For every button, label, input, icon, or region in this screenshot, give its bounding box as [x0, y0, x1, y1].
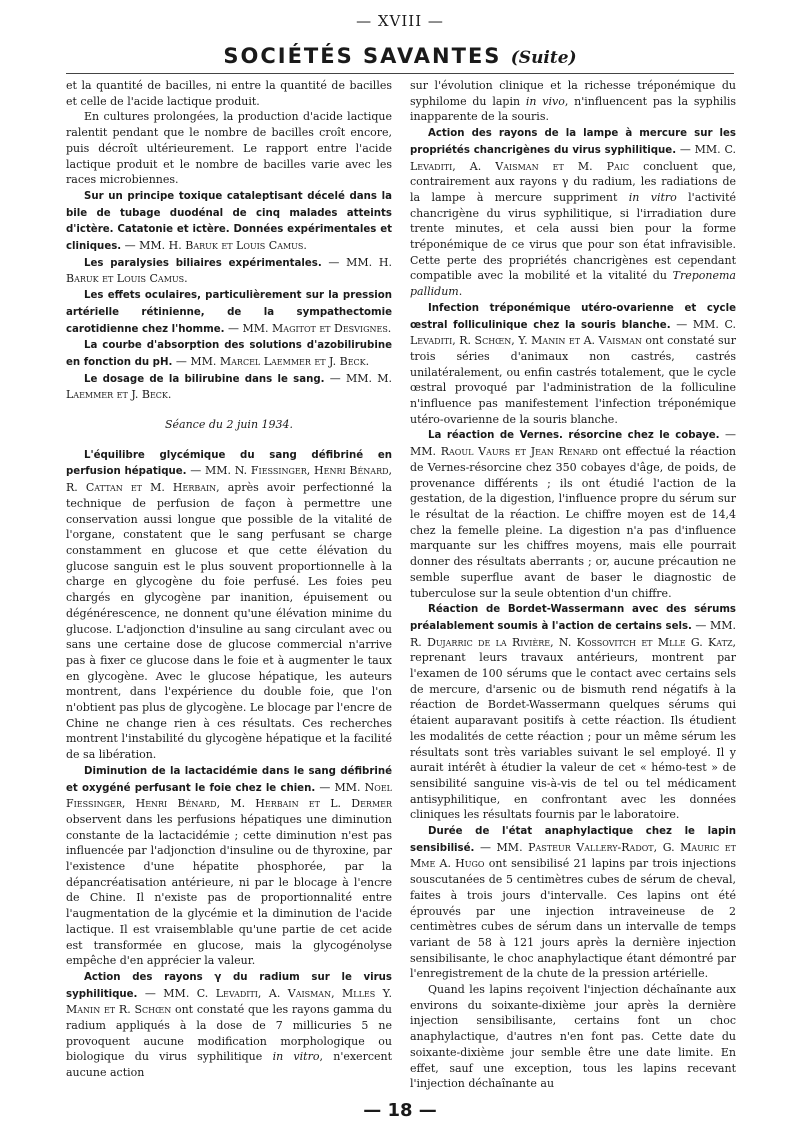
abstract-authors: — MM. C. Levaditi, A. Vaisman, Mlles Y. Manin et R. Schœn — [66, 986, 392, 1017]
paragraph-italic: in vivo — [525, 94, 565, 108]
left-column — [66, 78, 392, 1081]
abstract-title: Les effets oculaires, particulièrement sur la pression artérielle rétinienne, de la sympathectomie carotidienne chez l'homme. — [66, 290, 392, 335]
abstract-title: Action des rayons γ du radium sur le virus syphilitique. — [66, 971, 392, 1000]
header-suffix: (Suite) — [510, 48, 577, 68]
abstract-text: concluent que, contrairement aux rayons γ du radium, les radiations de la lampe à mercure suppriment — [410, 159, 736, 204]
abstract-entry — [410, 300, 736, 428]
abstract-authors: — MM. R. Dujarric de la Rivière, N. Kossovitch et Mlle G. Katz, — [410, 618, 736, 649]
paragraph-text: , n'influencent pas la syphilis inapparente de la souris. — [410, 94, 737, 124]
abstract-text: . — [458, 285, 463, 299]
abstract-title: Réaction de Bordet-Wassermann avec des sérums préalablement soumis à l'action de certains sels. — [410, 604, 736, 632]
abstract-entry — [410, 125, 736, 300]
paragraph-text: sur l'évolution clinique et la richesse tréponémique du syphilome du lapin — [410, 79, 736, 108]
abstract-title: L'équilibre glycémique du sang défibriné en perfusion hépatique. — [66, 449, 392, 478]
abstract-title: Le dosage de la bilirubine dans le sang. — [84, 373, 325, 385]
abstract-entry — [66, 371, 392, 403]
abstract-entry — [66, 969, 392, 1081]
abstract-title: Durée de l'état anaphylactique chez le lapin sensibilisé. — [410, 826, 736, 854]
header-rule — [66, 73, 734, 74]
abstract-authors: — MM. H. Baruk et Louis Camus. — [124, 239, 307, 253]
abstract-entry — [66, 255, 392, 287]
paragraph — [410, 78, 736, 125]
abstract-title: Sur un principe toxique cataleptisant décelé dans la bile de tubage duodénal de cinq malades atteints d'ictère. Catatonie et ictère. Données expérimentales et cliniques. — [66, 190, 392, 253]
abstract-text: ont sensibilisé 21 lapins par trois injections souscutanées de 5 centimètres cubes de sérum de cheval, faites à trois jours d'intervalle. Ces lapins ont été éprouvés par une injection intraveineuse de 2 centimètres cubes de sérum dans un intervalle de temps variant de 58 à 121 jours après la dernière injection sensibilisante, le choc anaphylactique étant démontré par l'enregistrement de la chute de la pression artérielle. — [410, 857, 737, 981]
session-date: Séance du 2 juin 1934. — [164, 418, 294, 432]
abstract-authors: — MM. N. Fiessinger, Henri Bénard, R. Cattan et M. Herbain, — [66, 464, 392, 495]
abstract-italic: in vitro — [272, 1050, 320, 1064]
abstract-italic: Treponema pallidum — [410, 269, 736, 299]
abstract-authors: — MM. Magitot et Desvignes. — [224, 321, 392, 335]
roman-page-number: — XVIII — — [356, 12, 444, 30]
abstract-title: La courbe d'absorption des solutions d'azobilirubine en fonction du pH. — [66, 340, 392, 368]
abstract-authors: — MM. Raoul Vaurs et Jean Renard — [410, 428, 736, 459]
abstract-authors: — MM. M. Laemmer et J. Beck. — [66, 371, 392, 402]
abstract-title: Action des rayons de la lampe à mercure sur les propriétés chancrigènes du virus syphilitique. — [410, 128, 736, 156]
abstract-authors: — MM. C. Levaditi, A. Vaisman et M. Paic — [410, 142, 736, 173]
paragraph: Quand les lapins reçoivent l'injection déchaînante aux environs du soixante-dixième jour après la dernière injection sensibilisante, certains font un choc anaphylactique, d'autres n'en font pas. Cette date du soixante-dixième jour semble être une date limite. En effet, sauf une exception, tous les lapins recevant l'injection déchaînante au — [410, 983, 736, 1091]
abstract-text: l'activité chancrigène du virus syphilitique, si l'irradiation dure trente minutes, et cela aussi bien pour la forme tréponémique de ce virus que pour son état infravisible. Cette perte des propriétés chancrigènes est cependant compatible avec la mobilité et la vitalité du — [410, 190, 737, 283]
page-number: — 18 — — [363, 1100, 437, 1121]
abstract-entry — [66, 287, 392, 337]
abstract-authors: — MM. C. Levaditi, R. Schœn, Y. Manin et A. Vaisman — [410, 317, 736, 348]
abstract-text: reprenant leurs travaux antérieurs, montrent par l'examen de 100 sérums que le contact avec certains sels de mercure, d'arsenic ou de bismuth rend négatifs à la réaction de Bordet-Wassermann quelques sérums qui étaient auparavant positifs à cette réaction. Ils étudient les modalités de cette réaction ; pour un même sérum les résultats sont très variables suivant le sel employé. Il y aurait intérêt à étudier la valeur de cet « hémo-test » de sensibilité sanguine vis-à-vis de tel ou tel médicament antisyphilitique, en confrontant avec les données cliniques les résultats fournis par le laboratoire. — [410, 651, 736, 822]
abstract-text: ont constaté que les rayons gamma du radium appliqués à la dose de 7 millicuries 5 ne provoquent aucune modification morphologique ou biologique du virus syphilitique — [66, 1003, 392, 1064]
abstract-authors: — MM. Marcel Laemmer et J. Beck. — [172, 354, 370, 368]
abstract-text: ont effectué la réaction de Vernes-résorcine chez 350 cobayes d'âge, de poids, de provenance différents ; ils ont étudié l'action de la gestation, de la digestion, l'influence propre du sérum sur le résultat de la réaction. Le chiffre moyen est de 14,4 chez la femelle pleine. La digestion n'a pas d'influence marquante sur les chiffres moyens, mais elle pourrait donner des résultats aberrants ; or, aucune précaution ne semble superflue avant de baser le diagnostic de tuberculose sur la seule obtention d'un chiffre. — [410, 445, 736, 600]
abstract-title: La réaction de Vernes. résorcine chez le cobaye. — [428, 430, 720, 442]
right-column — [410, 78, 736, 1092]
running-header — [0, 44, 800, 68]
abstract-authors: — MM. Noel Fiessinger, Henri Bénard, M. Herbain et L. Dermer — [66, 780, 392, 811]
header-title: SOCIÉTÉS SAVANTES — [223, 44, 502, 68]
abstract-entry — [66, 447, 392, 763]
abstract-authors: — MM. Pasteur Vallery-Radot, G. Mauric et Mme A. Hugo — [410, 840, 736, 871]
abstract-authors: — MM. H. Baruk et Louis Camus. — [66, 255, 392, 286]
abstract-text: , n'exercent aucune action — [66, 1050, 392, 1080]
abstract-entry — [66, 188, 392, 255]
abstract-entry — [66, 763, 392, 969]
abstract-title: Les paralysies biliaires expérimentales. — [84, 257, 322, 269]
abstract-italic: in vitro — [628, 190, 677, 204]
paragraph: et la quantité de bacilles, ni entre la quantité de bacilles et celle de l'acide lactique produit. — [66, 79, 392, 108]
abstract-text: après avoir perfectionné la technique de perfusion de façon à permettre une conservation aussi longue que possible de la vitalité de l'organe, constatent que le sang perfusant se charge constamment en glucose et que cette élévation du glucose sanguin est le plus souvent proportionnelle à la charge en glycogène du foie perfusé. Les foies peu chargés en glycogène par inanition, épuisement ou dégénérescence, ne donnent qu'une élévation minime du glucose. L'adjonction d'insuline au sang circulant avec ou sans une certaine dose de glucose commercial n'arrive pas à fixer ce glucose dans le foie et à augmenter le taux en glycogène. Avec le glucose hépatique, les auteurs montrent, dans l'expérience du double foie, que l'on n'obtient pas plus de glycogène. Le blocage par l'encre de Chine ne change rien à ces résultats. Ces recherches montrent l'instabilité du glycogène hépatique et la facilité de sa libération. — [66, 481, 392, 762]
abstract-entry — [410, 601, 736, 823]
abstract-entry — [66, 337, 392, 370]
abstract-text: ont constaté sur trois séries d'animaux non castrés, castrés unilatéralement, ou enfin castrés totalement, que le cycle œstral provoqué par l'administration de la folliculine n'influence pas manifestement l'infection tréponémique utéro-ovarienne de la souris blanche. — [410, 334, 736, 426]
abstract-entry — [410, 427, 736, 601]
abstract-title: Infection tréponémique utéro-ovarienne et cycle œstral folliculinique chez la souris blanche. — [410, 302, 736, 331]
paragraph: En cultures prolongées, la production d'acide lactique ralentit pendant que le nombre de bacilles croît encore, puis décroît ultérieurement. Le rapport entre l'acide lactique produit et le nombre de bacilles varie avec les races microbiennes. — [66, 110, 392, 187]
abstract-title: Diminution de la lactacidémie dans le sang défibriné et oxygéné perfusant le foie chez le chien. — [66, 765, 392, 794]
abstract-entry — [410, 823, 736, 982]
abstract-text: observent dans les perfusions hépatiques une diminution constante de la lactacidémie ; cette diminution n'est pas influencée par l'adjonction d'insuline ou de thyroxine, par l'existence d'une hépatite phosphorée, par la dépancréatisation antérieure, ni par le blocage à l'encre de Chine. Il n'existe pas de proportionnalité entre l'augmentation de la glycémie et la diminution de l'acide lactique. Il est vraisemblable qu'une partie de cet acide est transformée en glucose, mais la glycogénolyse empêche d'en apprécier la valeur. — [66, 812, 392, 968]
